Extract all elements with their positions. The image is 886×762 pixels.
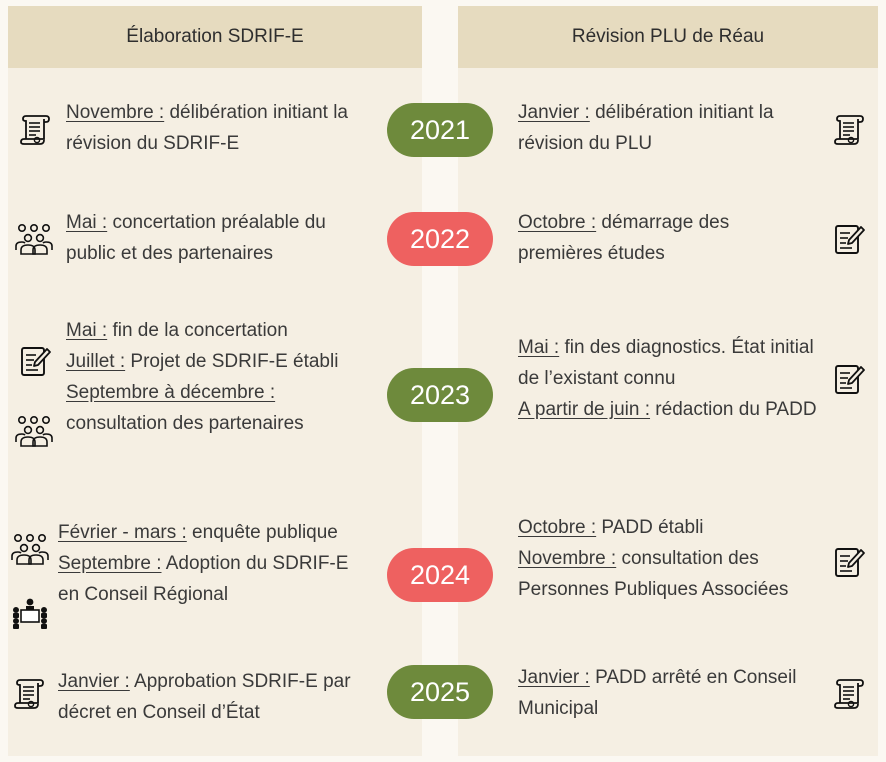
entry-date-label: Novembre :: [518, 548, 617, 569]
entry-date-label: Mai :: [66, 320, 108, 341]
entry-text: Adoption du SDRIF-E en Conseil Régional: [58, 553, 349, 605]
entry-date-label: Janvier :: [518, 102, 590, 123]
entry-text: délibération initiant la révision du PLU: [518, 102, 774, 154]
plu-entry-2022: [518, 207, 818, 269]
entry-date-label: Janvier :: [58, 671, 130, 692]
sdrif-entry-2021: [66, 97, 376, 159]
year-pill-2024: 2024: [387, 548, 493, 602]
people-icon: [12, 222, 56, 256]
scroll-icon: [832, 676, 866, 710]
entry-date-label: Mai :: [66, 212, 108, 233]
people-icon: [12, 414, 56, 448]
entry-date-label: Janvier :: [518, 667, 590, 688]
year-pill-2022: 2022: [387, 212, 493, 266]
entry-text: consultation des Personnes Publiques Associées: [518, 548, 789, 600]
scroll-icon: [12, 676, 46, 710]
entry-date-label: A partir de juin :: [518, 399, 651, 420]
edit-document-icon: [832, 545, 866, 579]
entry-date-label: Juillet :: [66, 351, 126, 372]
plu-entry-2021: [518, 97, 823, 159]
edit-document-icon: [832, 222, 866, 256]
entry-text: délibération initiant la révision du SDRIF-E: [66, 102, 348, 154]
entry-date-label: Septembre :: [58, 553, 162, 574]
year-pill-2025: 2025: [387, 665, 493, 719]
entry-text: consultation des partenaires: [66, 413, 304, 434]
entry-date-label: Février - mars :: [58, 522, 187, 543]
meeting-icon: [8, 596, 52, 630]
year-pill-2023: 2023: [387, 368, 493, 422]
scroll-icon: [832, 112, 866, 146]
edit-document-icon: [18, 344, 52, 378]
scroll-icon: [18, 112, 52, 146]
entry-date-label: Septembre à décembre :: [66, 382, 276, 403]
edit-document-icon: [832, 362, 866, 396]
year-pill-2021: 2021: [387, 103, 493, 157]
entry-text: PADD établi: [596, 517, 704, 538]
sdrif-column-header: Élaboration SDRIF-E: [8, 6, 422, 68]
entry-text: concertation préalable du public et des partenaires: [66, 212, 326, 264]
entry-text: PADD arrêté en Conseil Municipal: [518, 667, 797, 719]
sdrif-entry-2022: [66, 207, 366, 269]
entry-text: rédaction du PADD: [650, 399, 817, 420]
entry-text: enquête publique: [186, 522, 338, 543]
entry-text: démarrage des premières études: [518, 212, 730, 264]
entry-date-label: Octobre :: [518, 517, 597, 538]
plu-entry-2023: [518, 332, 823, 425]
sdrif-entry-2023: [66, 315, 366, 439]
sdrif-entry-2025: [58, 666, 373, 728]
plu-entry-2025: [518, 662, 818, 724]
sdrif-entry-2024: [58, 517, 373, 610]
entry-text: fin de la concertation: [107, 320, 288, 341]
entry-text: Projet de SDRIF-E établi: [125, 351, 339, 372]
entry-date-label: Mai :: [518, 337, 560, 358]
plu-column-header: Révision PLU de Réau: [458, 6, 878, 68]
entry-text: fin des diagnostics. État initial de l’existant connu: [518, 337, 814, 389]
plu-entry-2024: [518, 512, 823, 605]
entry-date-label: Novembre :: [66, 102, 165, 123]
entry-text: Approbation SDRIF-E par décret en Conseil d’État: [58, 671, 351, 723]
entry-date-label: Octobre :: [518, 212, 597, 233]
people-icon: [8, 532, 52, 566]
